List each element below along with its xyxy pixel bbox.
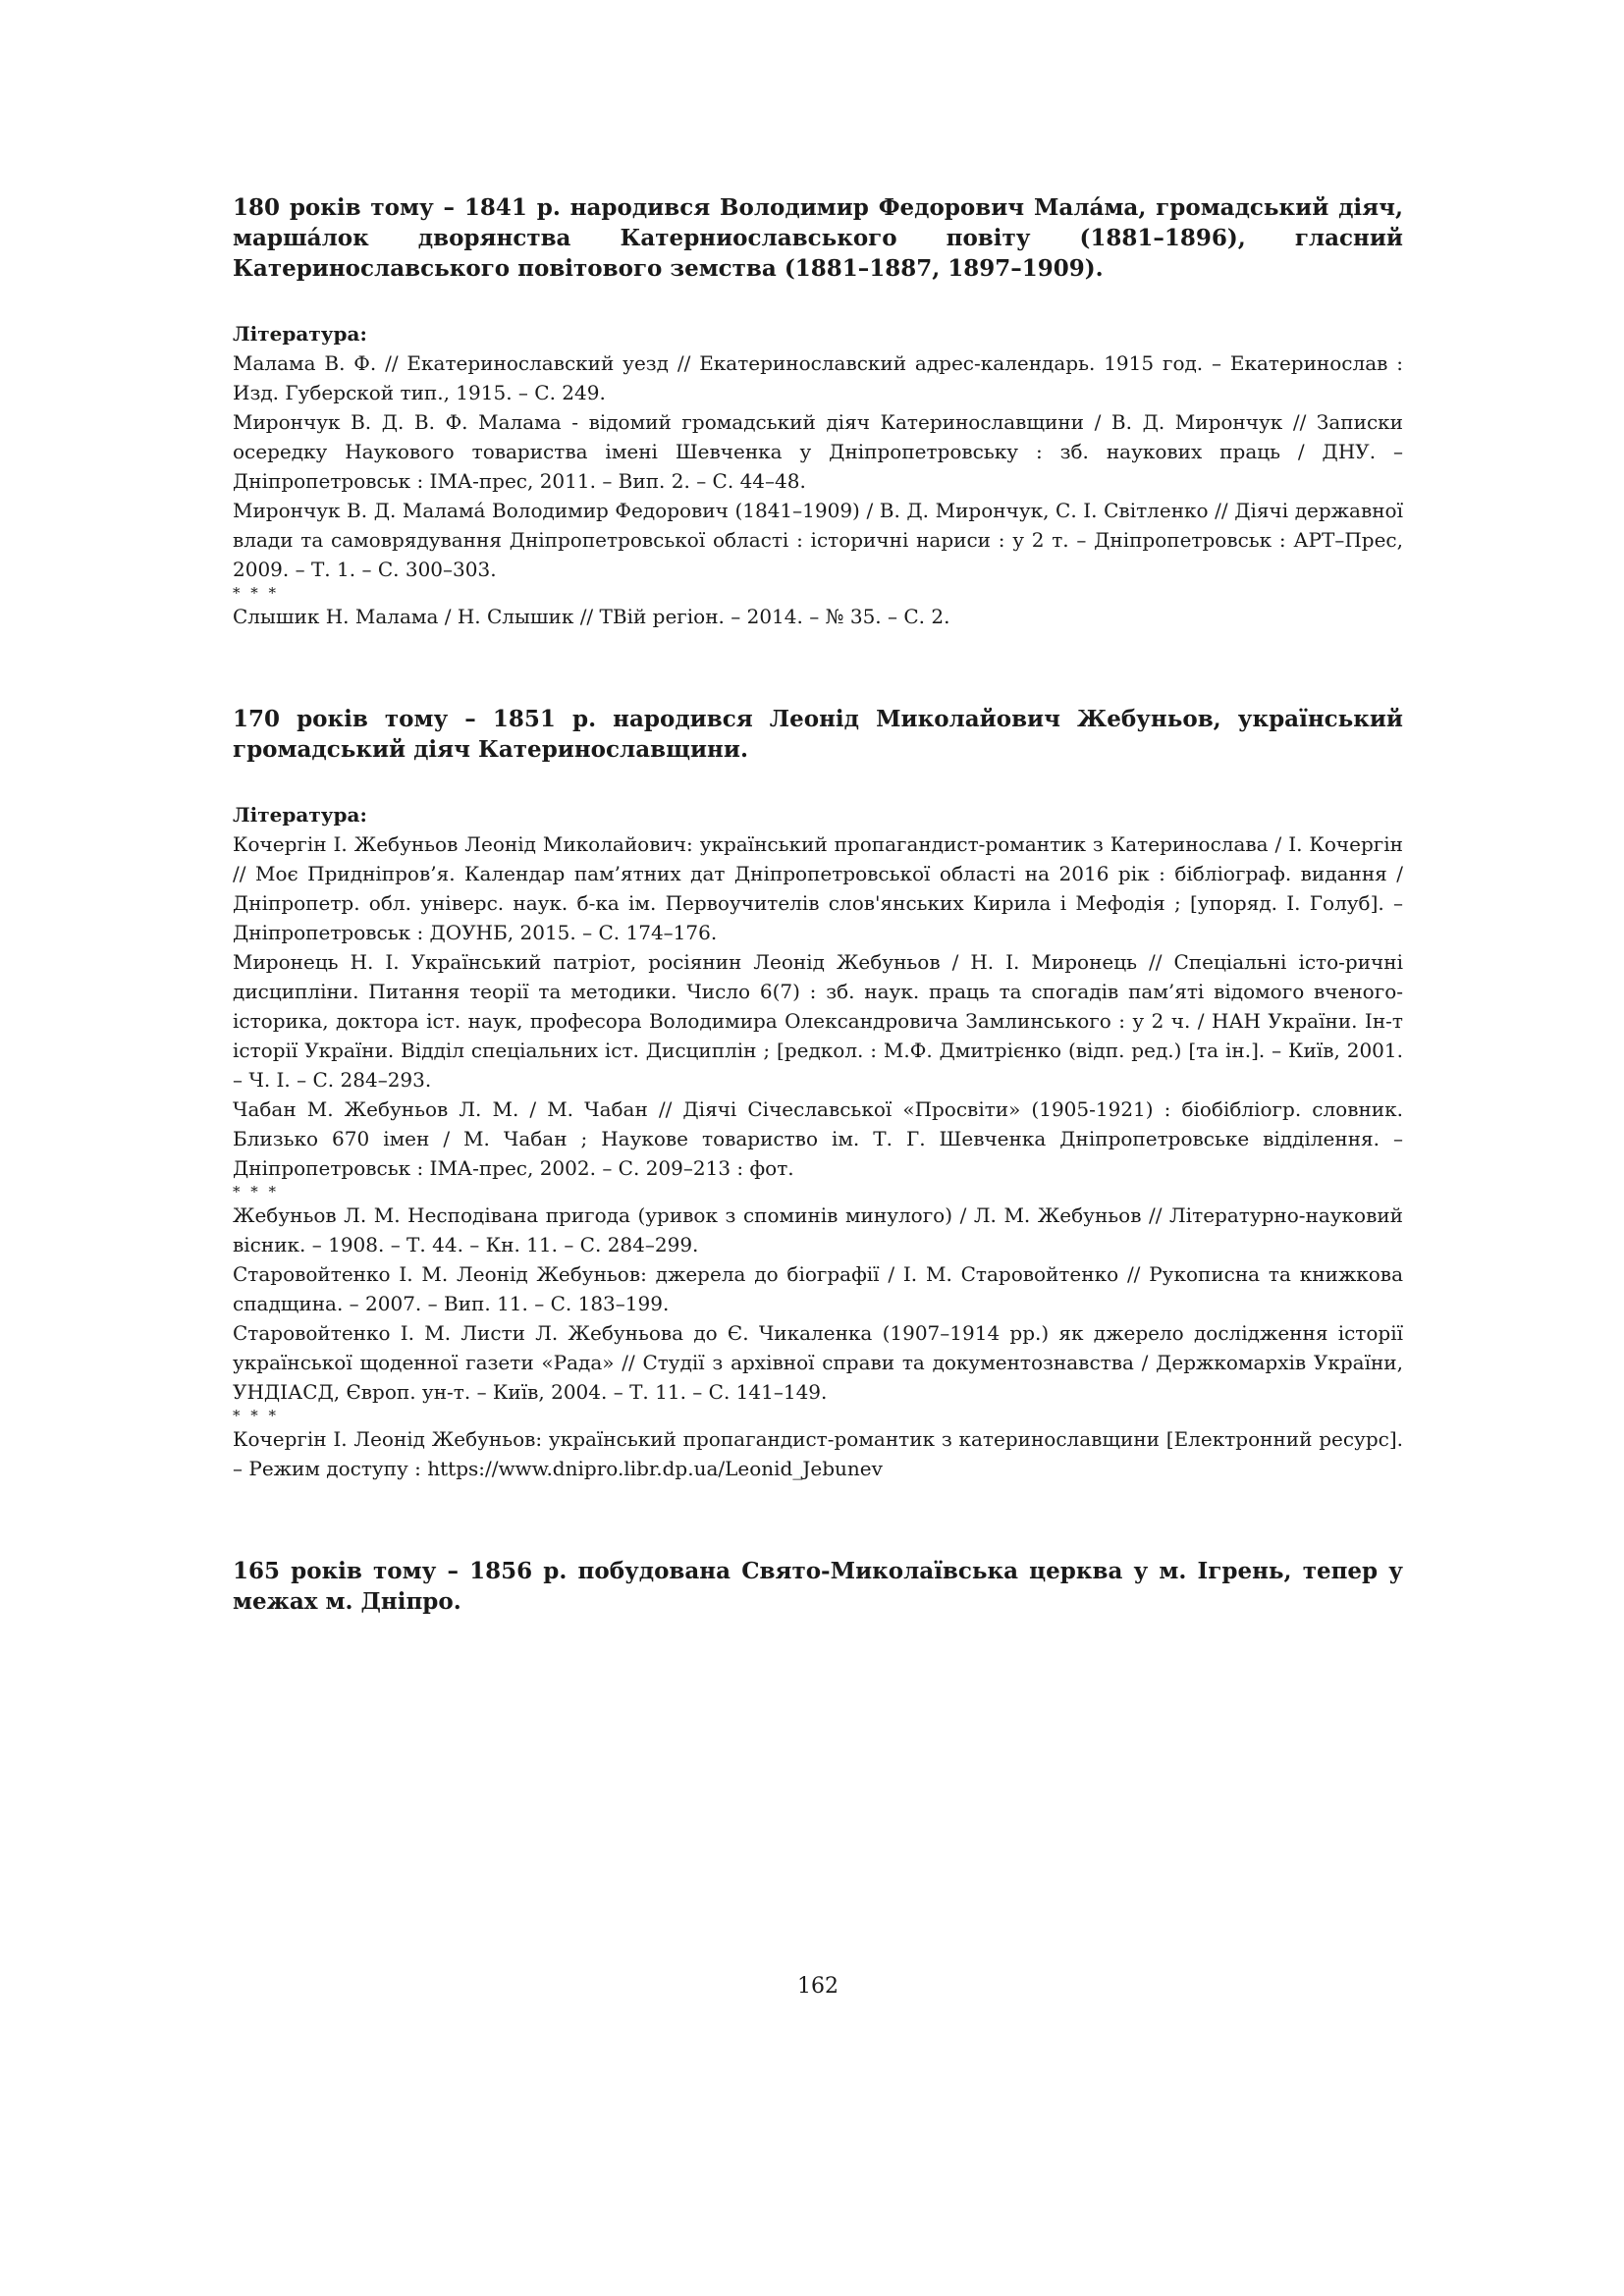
reference-item: Мирончук В. Д. В. Ф. Малама - відомий громадський діяч Катеринославщини / В. Д. Мирончук // Записки осередку Наукового товариства імені Шевченка у Дніпропетровську : зб. наукових праць / ДНУ. – Дніпропетровськ : ІМА-прес, 2011. – Вип. 2. – С. 44–48. (233, 410, 1403, 493)
reference-item: Слышик Н. Малама / Н. Слышик // ТВій регіон. – 2014. – № 35. – С. 2. (233, 605, 950, 628)
reference-item: Кочергін І. Жебуньов Леонід Миколайович: український пропагандист-романтик з Катеринослава / І. Кочергін // Моє Придніпров’я. Календар пам’ятних дат Дніпропетровської області на 2016 рік : бібліограф. видання / Дніпропетр. обл. універс. наук. б-ка ім. Первоучителів слов'янських Кирила і Мефодія ; [упоряд. І. Голуб]. – Дніпропетровськ : ДОУНБ, 2015. – С. 174–176. (233, 832, 1403, 944)
reference-item: Старовойтенко І. М. Леонід Жебуньов: джерела до біографії / І. М. Старовойтенко // Рукописна та книжкова спадщина. – 2007. – Вип. 11. – С. 183–199. (233, 1262, 1403, 1315)
reference-item: Мирончук В. Д. Малама́ Володимир Федорович (1841–1909) / В. Д. Мирончук, С. І. Світленко // Діячі державної влади та самоврядування Дніпропетровської області : історичні нариси : у 2 т. – Дніпропетровськ : АРТ–Прес, 2009. – Т. 1. – С. 300–303. (233, 499, 1403, 581)
entry-1851-zhebunov (233, 704, 1403, 1483)
entry-heading: 170 років тому – 1851 р. народився Леонід Миколайович Жебуньов, український громадський діяч Катеринославщини. (233, 706, 1403, 763)
reference-item: Чабан М. Жебуньов Л. М. / М. Чабан // Діячі Січеславської «Просвіти» (1905-1921) : біобібліогр. словник. Близько 670 імен / М. Чабан ; Наукове товариство ім. Т. Г. Шевченка Дніпропетровське відділення. – Дніпропетровськ : ІМА-прес, 2002. – С. 209–213 : фот. (233, 1097, 1403, 1180)
reference-item: Миронець Н. І. Український патріот, росіянин Леонід Жебуньов / Н. І. Миронець // Спеціальні істо-ричні дисципліни. Питання теорії та методики. Число 6(7) : зб. наук. праць та спогадів пам’яті відомого вченого-історика, доктора іст. наук, професора Володимира Олександровича Замлинського : у 2 ч. / НАН України. Ін-т історії України. Відділ спеціальних іст. Дисциплін ; [редкол. : М.Ф. Дмитрієнко (відп. ред.) [та ін.]. – Київ, 2001. – Ч. І. – С. 284–293. (233, 950, 1403, 1092)
entry-heading: 165 років тому – 1856 р. побудована Свято-Миколаївська церква у м. Ігрень, тепер у межах м. Дніпро. (233, 1558, 1403, 1615)
reference-item: Малама В. Ф. // Екатеринославский уезд // Екатеринославский адрес-календарь. 1915 год. – Екатеринослав : Изд. Губерской тип., 1915. – С. 249. (233, 351, 1403, 404)
entry-1856-church (233, 1556, 1403, 1617)
section-separator: * * * (233, 1183, 280, 1201)
section-separator: * * * (233, 1407, 280, 1424)
entry-1841-malama (233, 192, 1403, 631)
reference-item: Кочергін І. Леонід Жебуньов: український пропагандист-романтик з катеринославщини [Електронний ресурс]. – Режим доступу : https://www.dnipro.libr.dp.ua/Leonid_Jebunev (233, 1427, 1403, 1480)
reference-item: Жебуньов Л. М. Несподівана пригода (уривок з споминів минулого) / Л. М. Жебуньов // Літературно-науковий вісник. – 1908. – Т. 44. – Кн. 11. – С. 284–299. (233, 1203, 1403, 1256)
page-content (233, 192, 1403, 1999)
section-separator: * * * (233, 584, 280, 602)
literature-label: Література: (233, 803, 367, 827)
reference-item: Старовойтенко І. М. Листи Л. Жебуньова до Є. Чикаленка (1907–1914 рр.) як джерело дослідження історії української щоденної газети «Рада» // Студії з архівної справи та документознавства / Держкомархів України, УНДІАСД, Європ. ун-т. – Київ, 2004. – Т. 11. – С. 141–149. (233, 1321, 1403, 1404)
literature-label: Література: (233, 322, 367, 346)
entry-heading: 180 років тому – 1841 р. народився Володимир Федорович Мала́ма, громадський діяч, марша́лок дворянства Катерниославського повіту (1881–1896), гласний Катеринославського повітового земства (1881–1887, 1897–1909). (233, 194, 1403, 282)
page-number: 162 (797, 1974, 839, 1999)
